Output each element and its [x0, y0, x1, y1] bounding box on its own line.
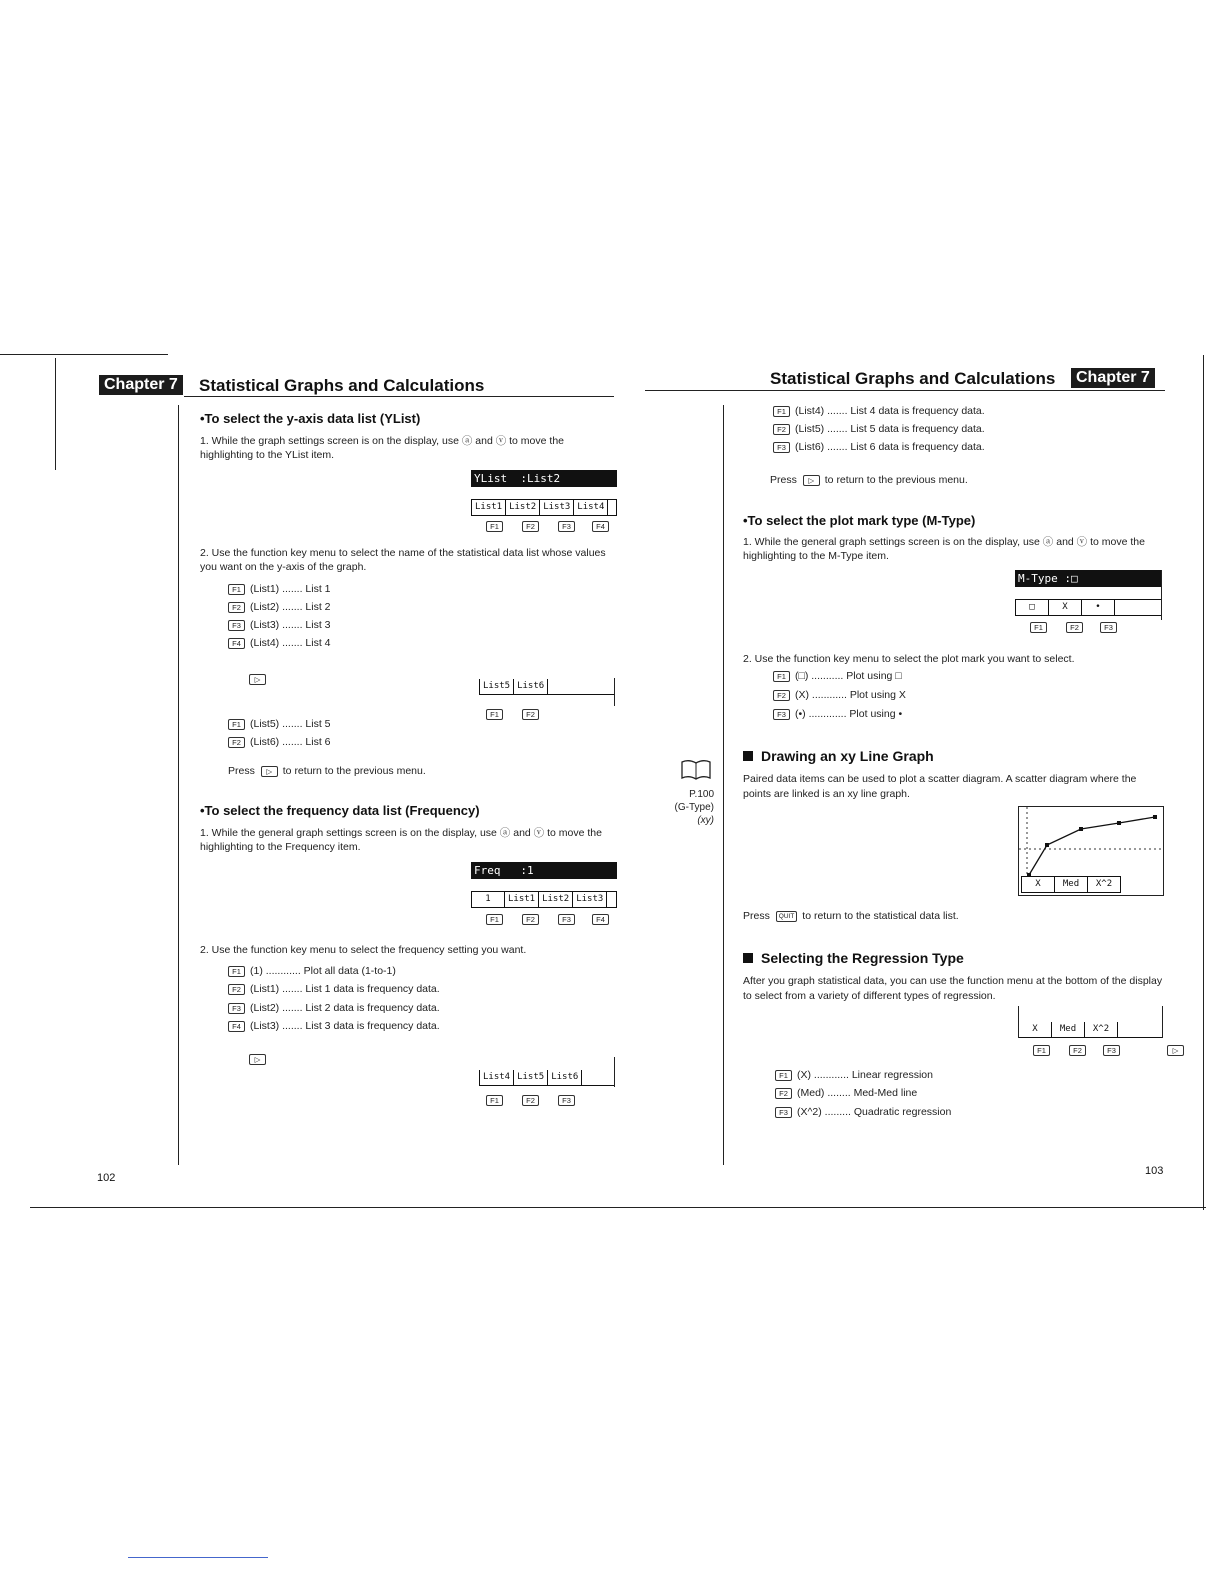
option-row [228, 983, 440, 995]
f3-key-icon: F3 [773, 709, 790, 720]
menu-item: List5 [480, 679, 514, 694]
option-row [775, 1087, 917, 1099]
margin-line-right [1203, 355, 1204, 1210]
f1-key-icon: F1 [486, 709, 503, 720]
f1-key-icon: F1 [1033, 1045, 1050, 1056]
freq-screen-line: Freq :1 [471, 862, 617, 879]
option-text: (Med) ........ Med-Med line [797, 1087, 918, 1099]
option-row [773, 423, 985, 435]
freq-screen2 [479, 1070, 615, 1086]
ylist-screen-line: YList :List2 [471, 470, 617, 487]
option-row [773, 441, 985, 453]
regression-heading-text: Selecting the Regression Type [761, 950, 964, 966]
f1-key-icon: F1 [773, 671, 790, 682]
ylist-step2: 2. Use the function key menu to select the name of the statistical data list whose values you want on the y-axis of the graph. [200, 547, 606, 573]
regression-body: After you graph statistical data, you can use the function menu at the bottom of the display to select from a variety of different types of regression. [743, 975, 1163, 1002]
xy-graph-menu [1021, 876, 1121, 893]
freq-screen2-menu [479, 1070, 615, 1086]
freq-step1: 1. While the general graph settings screen is on the display, use ⓐ and ⓥ to move the highlighting to the Frequency item. [200, 827, 602, 853]
press-return-left [228, 765, 426, 777]
press-label: Press [228, 765, 255, 777]
f1-key-icon: F1 [228, 584, 245, 595]
ylist-heading: •To select the y-axis data list (YList) [200, 411, 421, 426]
menu-item: List1 [505, 892, 539, 907]
f3-key-icon: F3 [558, 521, 575, 532]
press-label: Press [770, 474, 797, 486]
f2-key-icon: F2 [773, 424, 790, 435]
option-text: (List4) ....... List 4 data is frequency data. [795, 405, 985, 417]
header-title-left: Statistical Graphs and Calculations [199, 376, 485, 395]
xy-graph-screen [1018, 806, 1164, 896]
chapter-badge-right: Chapter 7 [1071, 368, 1155, 388]
freq-fkeys2 [486, 1095, 586, 1107]
quit-key-icon: QUIT [776, 911, 798, 922]
ylist-fkeys2 [486, 709, 586, 721]
regression-heading [743, 950, 964, 966]
option-text: (List1) ....... List 1 [250, 583, 331, 595]
screen-edge [1018, 1006, 1019, 1038]
bottom-link-rule [128, 1557, 268, 1558]
option-row [228, 583, 331, 595]
option-text: (List5) ....... List 5 data is frequency data. [795, 423, 985, 435]
page-gutter-right [723, 405, 724, 1165]
margin-ref [650, 788, 714, 827]
press-text: to return to the statistical data list. [802, 910, 959, 922]
header-title-right: Statistical Graphs and Calculations [770, 369, 1056, 388]
screen2-edge [614, 1057, 615, 1087]
ylist-step1: 1. While the graph settings screen is on the display, use ⓐ and ⓥ to move the highlighting to the YList item. [200, 435, 564, 461]
next-menu-key-icon: ▷ [249, 674, 266, 685]
f3-key-icon: F3 [228, 1003, 245, 1014]
f2-key-icon: F2 [522, 709, 539, 720]
option-row [228, 619, 331, 631]
bottom-rule [30, 1207, 1206, 1208]
option-row [228, 1020, 440, 1032]
ylist-screen-menu [471, 499, 617, 516]
option-text: (X) ............ Plot using X [795, 689, 906, 701]
menu-item: Med [1055, 877, 1088, 892]
option-text: (1) ............ Plot all data (1-to-1) [250, 965, 396, 977]
book-icon [680, 758, 712, 782]
f2-key-icon: F2 [775, 1088, 792, 1099]
menu-item: X [1022, 877, 1055, 892]
menu-item: List6 [514, 679, 548, 694]
mtype-step1: 1. While the general graph settings screen is on the display, use ⓐ and ⓥ to move the highlighting to the M-Type item. [743, 536, 1145, 562]
option-row [775, 1106, 951, 1118]
f1-key-icon: F1 [486, 1095, 503, 1106]
next-menu-key-icon: ▷ [1167, 1045, 1184, 1056]
press-quit [743, 910, 959, 922]
margin-ref-page: P.100 [689, 789, 714, 800]
mtype-heading: •To select the plot mark type (M-Type) [743, 513, 976, 528]
menu-item: List4 [480, 1070, 514, 1085]
menu-item: □ [1016, 600, 1049, 615]
ylist-screen2 [479, 679, 615, 695]
option-text: (List2) ....... List 2 data is frequency data. [250, 1002, 440, 1014]
option-row [773, 689, 906, 701]
f1-key-icon: F1 [773, 406, 790, 417]
press-return-right [770, 474, 968, 486]
option-row [228, 718, 331, 730]
f4-key-icon: F4 [592, 914, 609, 925]
option-text: (List1) ....... List 1 data is frequency data. [250, 983, 440, 995]
section-square-icon [743, 953, 753, 963]
f3-key-icon: F3 [1103, 1045, 1120, 1056]
f1-key-icon: F1 [228, 719, 245, 730]
menu-item: List5 [514, 1070, 548, 1085]
f2-key-icon: F2 [228, 602, 245, 613]
screen2-edge [614, 678, 615, 706]
press-text: to return to the previous menu. [824, 474, 968, 486]
menu-item: List2 [506, 500, 540, 515]
option-row [775, 1069, 933, 1081]
margin-ref-label: (G-Type) [674, 802, 714, 813]
regression-screen [1018, 1022, 1162, 1038]
f2-key-icon: F2 [1066, 622, 1083, 633]
option-text: (List3) ....... List 3 data is frequency data. [250, 1020, 440, 1032]
press-text: to return to the previous menu. [282, 765, 426, 777]
xy-body: Paired data items can be used to plot a scatter diagram. A scatter diagram where the points are linked is an xy line graph. [743, 773, 1137, 800]
f3-key-icon: F3 [775, 1107, 792, 1118]
next-menu-key-icon: ▷ [261, 766, 278, 777]
option-text: (List4) ....... List 4 [250, 637, 331, 649]
option-row [773, 405, 985, 417]
mtype-screen-line: M-Type :□ [1015, 570, 1161, 587]
ylist-screen2-menu [479, 679, 615, 695]
xy-heading [743, 748, 934, 764]
screen-edge [1161, 570, 1162, 620]
header-underline-right [645, 390, 1165, 391]
option-text: (List2) ....... List 2 [250, 601, 331, 613]
f1-key-icon: F1 [775, 1070, 792, 1081]
f1-key-icon: F1 [228, 966, 245, 977]
mtype-screen [1015, 570, 1161, 616]
mtype-screen-menu [1015, 599, 1161, 616]
option-text: (X^2) ......... Quadratic regression [797, 1106, 952, 1118]
f3-key-icon: F3 [773, 442, 790, 453]
menu-item: List1 [472, 500, 506, 515]
ylist-fkeys [486, 521, 626, 533]
menu-item: 1 [472, 892, 505, 907]
option-text: (X) ............ Linear regression [797, 1069, 933, 1081]
freq-heading: •To select the frequency data list (Frequency) [200, 803, 480, 818]
freq-fkeys [486, 914, 626, 926]
margin-line-left [55, 358, 56, 470]
screen-edge [1162, 1006, 1163, 1038]
f1-key-icon: F1 [1030, 622, 1047, 633]
f4-key-icon: F4 [228, 638, 245, 649]
option-text: (□) ........... Plot using □ [795, 670, 902, 682]
option-row [228, 736, 331, 748]
option-row [228, 601, 331, 613]
option-text: (List3) ....... List 3 [250, 619, 331, 631]
option-text: (List6) ....... List 6 [250, 736, 331, 748]
menu-item: Med [1052, 1022, 1085, 1037]
section-square-icon [743, 751, 753, 761]
f3-key-icon: F3 [558, 1095, 575, 1106]
menu-item: • [1082, 600, 1115, 615]
freq-step2: 2. Use the function key menu to select the frequency setting you want. [200, 944, 527, 956]
f2-key-icon: F2 [522, 914, 539, 925]
ylist-screen [471, 470, 617, 516]
f4-key-icon: F4 [228, 1021, 245, 1032]
f2-key-icon: F2 [522, 521, 539, 532]
regression-fkeys [1033, 1045, 1183, 1057]
freq-screen [471, 862, 617, 908]
f2-key-icon: F2 [773, 690, 790, 701]
option-row [773, 670, 902, 682]
page-number-right: 103 [1145, 1165, 1164, 1177]
f3-key-icon: F3 [228, 620, 245, 631]
f4-key-icon: F4 [592, 521, 609, 532]
mtype-step2: 2. Use the function key menu to select the plot mark you want to select. [743, 653, 1075, 665]
menu-item: List4 [574, 500, 608, 515]
f2-key-icon: F2 [228, 984, 245, 995]
option-text: (•) ............. Plot using • [795, 708, 903, 720]
page-gutter-left [178, 405, 179, 1165]
chapter-badge-left: Chapter 7 [99, 375, 183, 395]
f2-key-icon: F2 [228, 737, 245, 748]
press-label: Press [743, 910, 770, 922]
mtype-fkeys [1030, 622, 1130, 634]
freq-screen-menu [471, 891, 617, 908]
page-number-left: 102 [97, 1172, 116, 1184]
menu-item: X^2 [1085, 1022, 1118, 1037]
top-rule-left [0, 354, 168, 355]
f2-key-icon: F2 [522, 1095, 539, 1106]
xy-heading-text: Drawing an xy Line Graph [761, 748, 934, 764]
option-text: (List5) ....... List 5 [250, 718, 331, 730]
f2-key-icon: F2 [1069, 1045, 1086, 1056]
f3-key-icon: F3 [558, 914, 575, 925]
option-row [228, 1002, 440, 1014]
menu-item: List2 [539, 892, 573, 907]
menu-item: X [1049, 600, 1082, 615]
option-row [773, 708, 902, 720]
f1-key-icon: F1 [486, 521, 503, 532]
menu-item: List3 [540, 500, 574, 515]
header-underline-left [184, 396, 614, 397]
regression-screen-menu [1018, 1022, 1162, 1038]
menu-item: List6 [548, 1070, 582, 1085]
menu-item: X [1019, 1022, 1052, 1037]
next-menu-key-icon: ▷ [249, 1054, 266, 1065]
margin-ref-sub: (xy) [697, 815, 714, 826]
option-row [228, 965, 396, 977]
f1-key-icon: F1 [486, 914, 503, 925]
option-text: (List6) ....... List 6 data is frequency data. [795, 441, 985, 453]
next-menu-key-icon: ▷ [803, 475, 820, 486]
menu-item: List3 [573, 892, 607, 907]
option-row [228, 637, 331, 649]
menu-item: X^2 [1088, 877, 1121, 892]
f3-key-icon: F3 [1100, 622, 1117, 633]
